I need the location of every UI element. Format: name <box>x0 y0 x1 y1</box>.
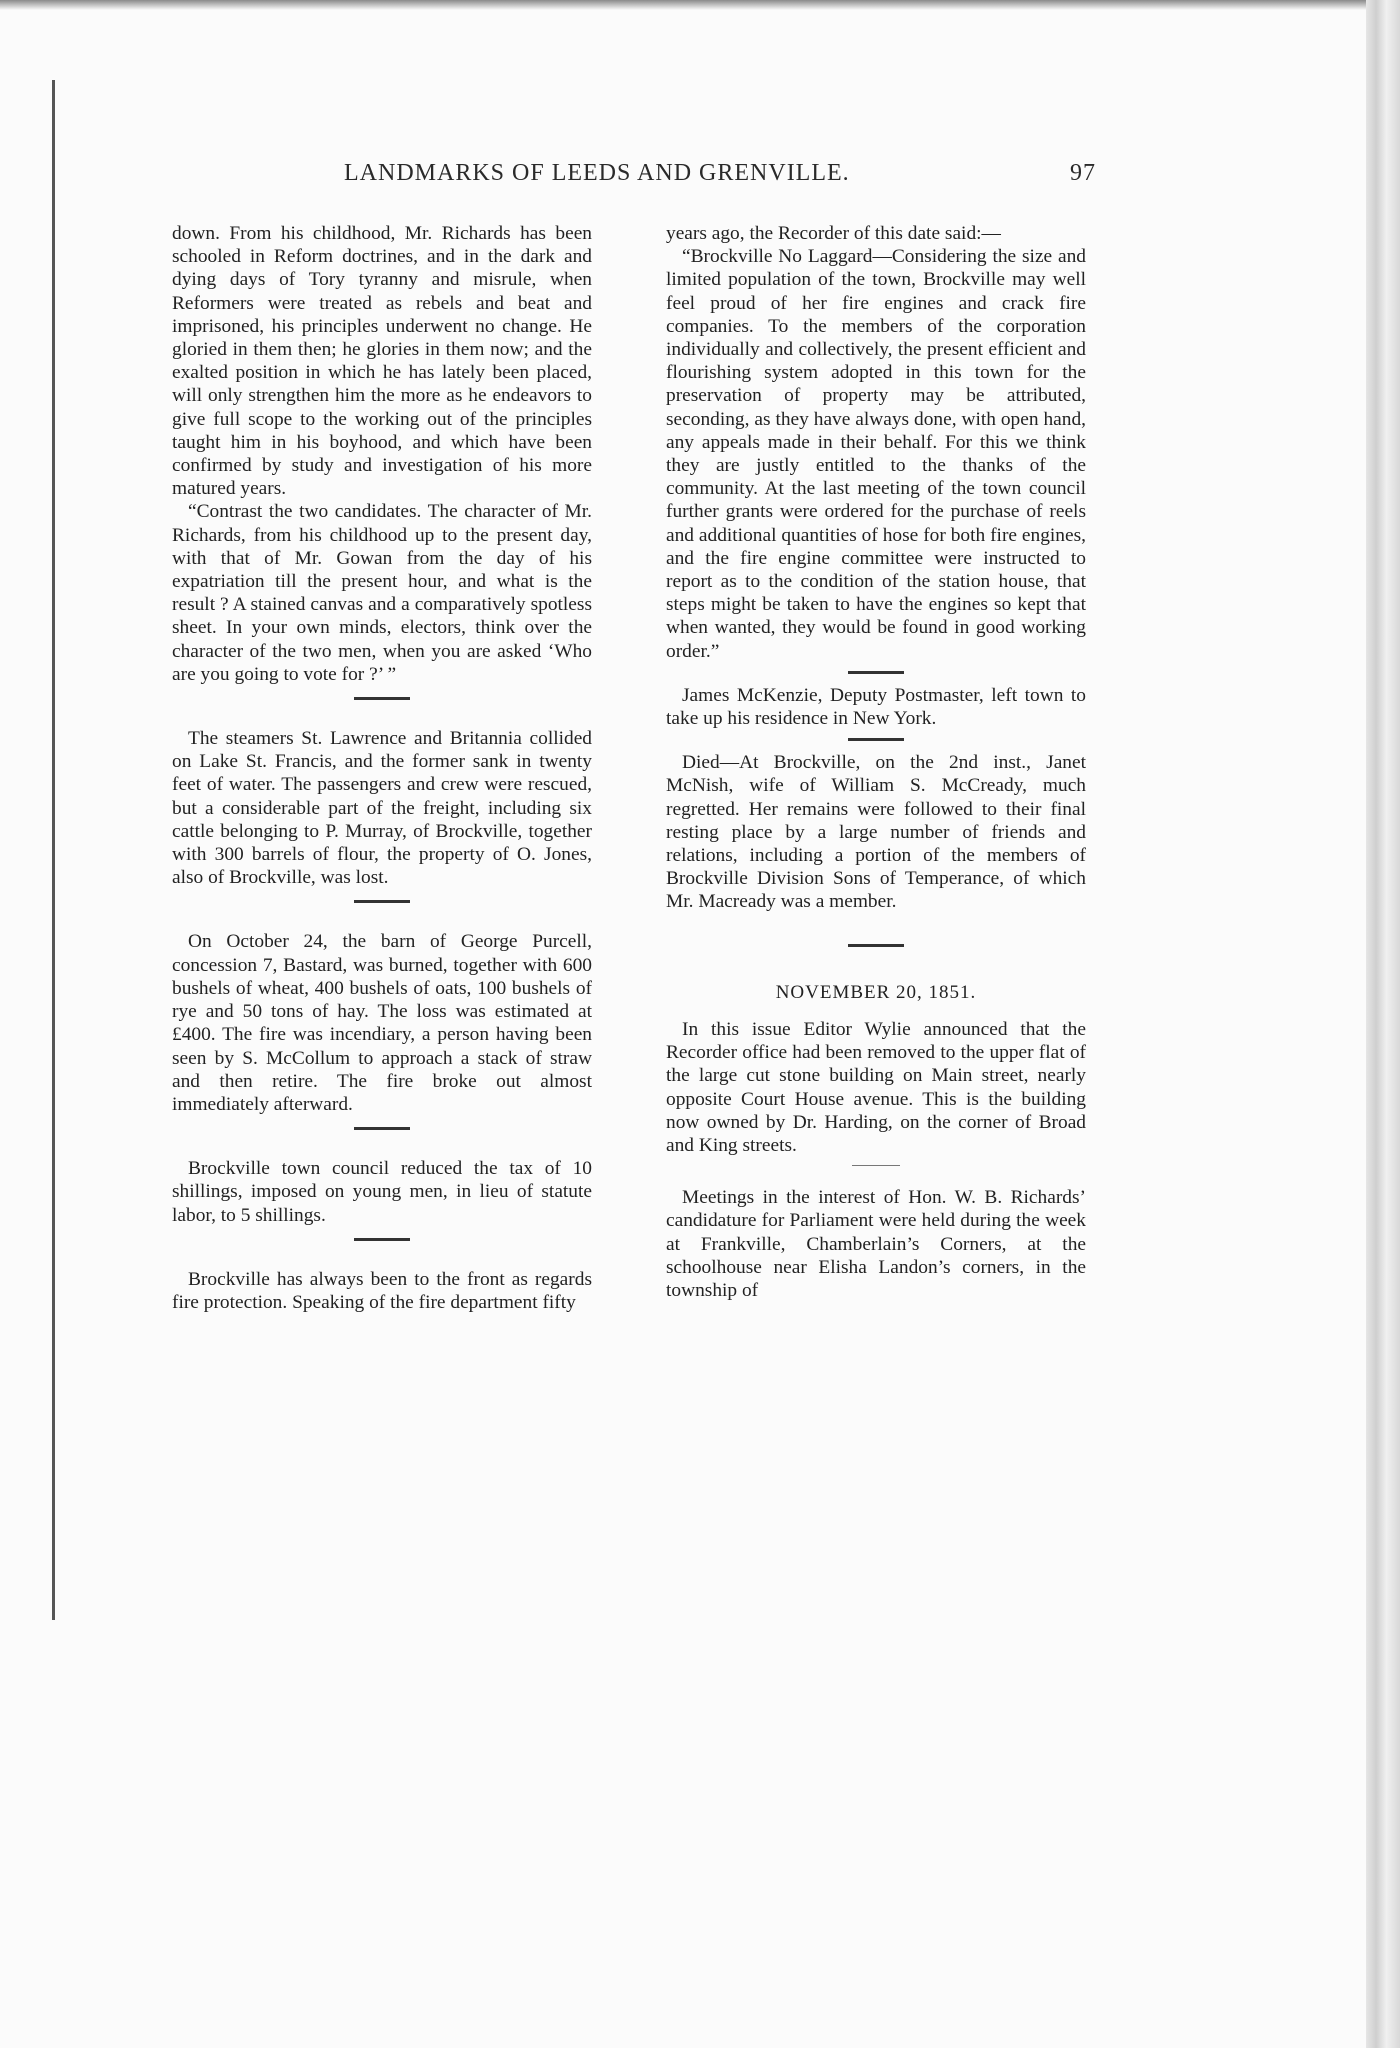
running-header <box>336 160 1096 187</box>
section-divider <box>354 697 410 700</box>
section-divider <box>354 1238 410 1241</box>
paragraph: years ago, the Recorder of this date said:— <box>666 223 1001 244</box>
paragraph: Brockville has always been to the front as regards fire protection. Speaking of the fire department fifty <box>172 1268 592 1313</box>
paragraph: “Brockville No Laggard—Considering the size and limited population of the town, Brockville may well feel proud of her fire engines and crack fire companies. To the members of the corporation individually and collectively, the present efficient and flourishing system adopted in this town for the preservation of property may be attributed, seconding, as they have always done, with open hand, any appeals made in their behalf. For this we think they are justly entitled to the thanks of the community. At the last meeting of the town council further grants were ordered for the purchase of reels and additional quantities of hose for both fire engines, and the fire engine committee were instructed to report as to the condition of the station house, that steps might be taken to have the engines so kept that when wanted, they would be found in good working order.” <box>666 246 1086 662</box>
page-binding-edge <box>1366 0 1400 2048</box>
paragraph: On October 24, the barn of George Purcell, concession 7, Bastard, was burned, together with 600 bushels of wheat, 400 bushels of oats, 100 bushels of rye and 50 tons of hay. The loss was estimated at £400. The fire was incendiary, a person having been seen by S. McCollum to approach a stack of straw and then retire. The fire broke out almost immediately afterward. <box>172 931 592 1115</box>
paragraph: Died—At Brockville, on the 2nd inst., Janet McNish, wife of William S. McCready, much regretted. Her remains were followed to their final resting place by a large number of friends and relations, including a portion of the members of Brockville Division Sons of Temperance, of which Mr. Macready was a member. <box>666 752 1086 913</box>
section-divider <box>848 944 904 947</box>
right-column <box>666 222 1086 1302</box>
paragraph: Meetings in the interest of Hon. W. B. Richards’ candidature for Parliament were held during the week at Frankville, Chamberlain’s Corners, at the schoolhouse near Elisha Landon’s corners, in the township of <box>666 1187 1086 1301</box>
paragraph: “Contrast the two candidates. The character of Mr. Richards, from his childhood up to the present day, with that of Mr. Gowan from the day of his expatriation till the present hour, and what is the result ? A stained canvas and a comparatively spotless sheet. In your own minds, electors, think over the character of the two men, when you are asked ‘Who are you going to vote for ?’ ” <box>172 501 592 685</box>
paragraph: In this issue Editor Wylie announced that the Recorder office had been removed to the upper flat of the large cut stone building on Main street, nearly opposite Court House avenue. This is the building now owned by Dr. Harding, on the corner of Broad and King streets. <box>666 1018 1086 1156</box>
paragraph: down. From his childhood, Mr. Richards has been schooled in Reform doctrines, and in the dark and dying days of Tory tyranny and misrule, when Reformers were treated as rebels and beat and imprisoned, his principles underwent no change. He gloried in them then; he glories in them now; and the exalted position in which he has lately been placed, will only strengthen him the more as he endeavors to give full scope to the working out of the principles taught him in his boyhood, and which have been confirmed by study and investigation of his more matured years. <box>172 223 592 500</box>
section-divider <box>848 738 904 741</box>
running-title: LANDMARKS OF LEEDS AND GRENVILLE. <box>344 160 850 186</box>
section-heading: NOVEMBER 20, 1851. <box>775 981 977 1003</box>
section-divider <box>354 900 410 903</box>
paragraph: Brockville town council reduced the tax of 10 shillings, imposed on young men, in lieu of statute labor, to 5 shillings. <box>172 1158 592 1226</box>
section-divider <box>354 1127 410 1130</box>
paragraph: The steamers St. Lawrence and Britannia collided on Lake St. Francis, and the former sank in twenty feet of water. The passengers and crew were rescued, but a considerable part of the freight, including six cattle belonging to P. Murray, of Brockville, together with 300 barrels of flour, the property of O. Jones, also of Brockville, was lost. <box>172 728 592 889</box>
section-divider <box>848 671 904 674</box>
left-column <box>172 222 592 1314</box>
page-top-edge <box>0 0 1400 10</box>
page-number: 97 <box>1070 160 1096 186</box>
section-divider <box>852 1165 900 1166</box>
margin-rule <box>52 80 55 1620</box>
paragraph: James McKenzie, Deputy Postmaster, left town to take up his residence in New York. <box>666 684 1086 730</box>
